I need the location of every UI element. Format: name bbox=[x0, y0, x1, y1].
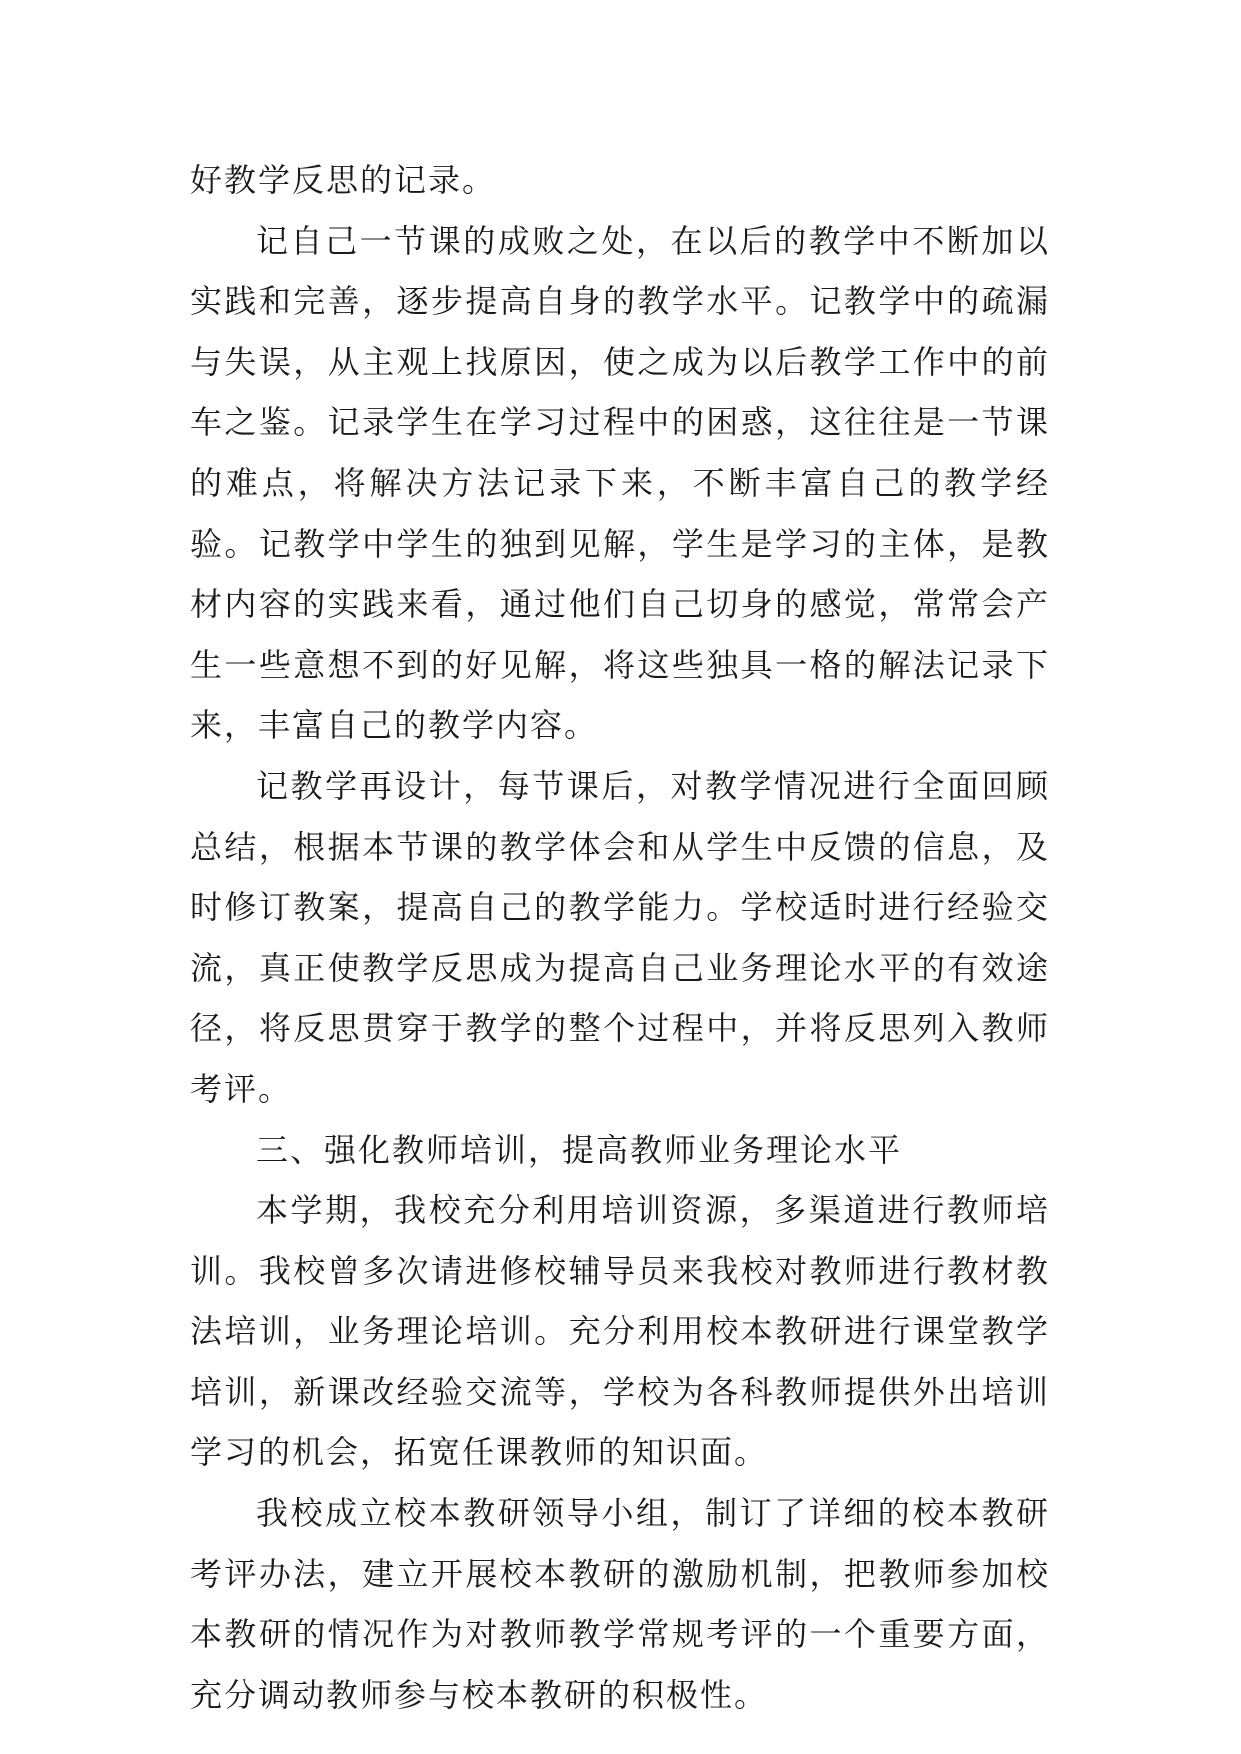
paragraph-record-lessons: 记自己一节课的成败之处，在以后的教学中不断加以实践和完善，逐步提高自身的教学水平。记教学中的疏漏与失误，从主观上找原因，使之成为以后教学工作中的前车之鉴。记录学生在学习过程中的困惑，这往往是一节课的难点，将解决方法记录下来，不断丰富自己的教学经验。记教学中学生的独到见解，学生是学习的主体，是教材内容的实践来看，通过他们自己切身的感觉，常常会产生一些意想不到的好见解，将这些独具一格的解法记录下来，丰富自己的教学内容。 bbox=[190, 221, 1050, 745]
document-body bbox=[190, 150, 1050, 1725]
paragraph-research-group: 我校成立校本教研领导小组，制订了详细的校本教研考评办法，建立开展校本教研的激励机制，把教师参加校本教研的情况作为对教师教学常规考评的一个重要方面，充分调动教师参与校本教研的积极性。 bbox=[190, 1494, 1050, 1714]
paragraph-continuation: 好教学反思的记录。 bbox=[190, 161, 497, 199]
paragraph-redesign: 记教学再设计，每节课后，对教学情况进行全面回顾总结，根据本节课的教学体会和从学生中反馈的信息，及时修订教案，提高自己的教学能力。学校适时进行经验交流，真正使教学反思成为提高自己业务理论水平的有效途径，将反思贯穿于教学的整个过程中，并将反思列入教师考评。 bbox=[190, 766, 1050, 1108]
paragraph-training-resources: 本学期，我校充分利用培训资源，多渠道进行教师培训。我校曾多次请进修校辅导员来我校对教师进行教材教法培训，业务理论培训。充分利用校本教研进行课堂教学培训，新课改经验交流等，学校为各科教师提供外出培训学习的机会，拓宽任课教师的知识面。 bbox=[190, 1191, 1050, 1472]
section-heading-teacher-training: 三、强化教师培训，提高教师业务理论水平 bbox=[256, 1130, 903, 1169]
